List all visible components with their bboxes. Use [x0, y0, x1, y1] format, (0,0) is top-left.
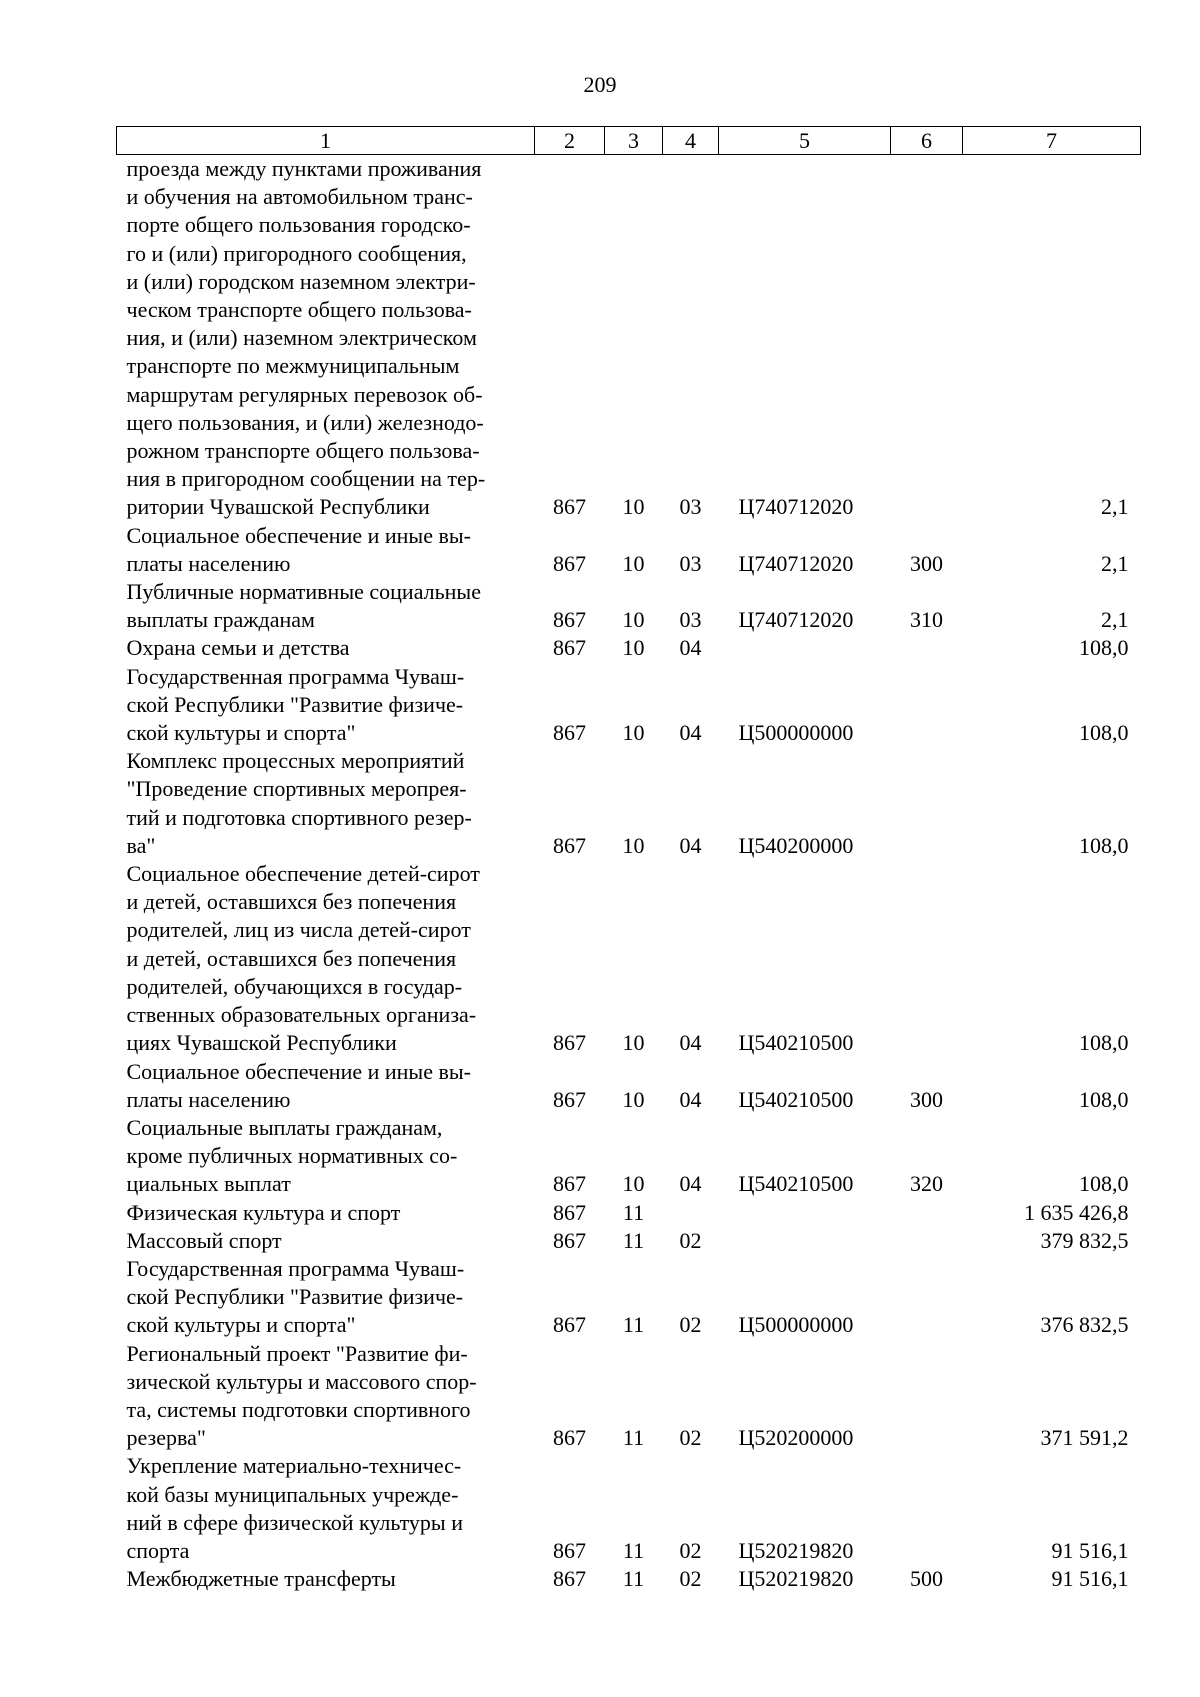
row-name: [117, 860, 535, 1057]
row-section: 11: [622, 1312, 645, 1338]
row-section: 11: [622, 1227, 645, 1253]
row-section: 10: [622, 1030, 645, 1056]
row-target-code: Ц500000000: [738, 720, 854, 746]
row-name-line: кроме публичных нормативных со-: [126, 1143, 458, 1169]
row-target-code: Ц520219820: [738, 1537, 854, 1563]
table-row: [117, 1255, 1141, 1340]
row-name-line: Государственная программа Чуваш-: [126, 1255, 465, 1281]
row-amount: 2,1: [1101, 607, 1129, 633]
row-name-line: ской культуры и спорта": [126, 720, 356, 746]
row-grbs: 867: [553, 635, 586, 661]
row-name-line: и детей, оставшихся без попечения: [126, 889, 457, 915]
row-target-code: [719, 634, 891, 662]
row-expense-type: [891, 1340, 963, 1453]
row-grbs: 867: [553, 1537, 586, 1563]
row-subsection: 03: [679, 607, 702, 633]
row-target-code: Ц500000000: [738, 1312, 854, 1338]
row-amount: 108,0: [1079, 1086, 1129, 1112]
row-expense-type: [891, 663, 963, 748]
row-name: [117, 1058, 535, 1114]
row-subsection: 04: [679, 635, 702, 661]
row-grbs: 867: [553, 832, 586, 858]
row-expense-type: 320: [910, 1171, 943, 1197]
row-amount: 108,0: [1079, 1030, 1129, 1056]
header-row: [117, 127, 1141, 155]
table-row: [117, 522, 1141, 578]
row-name-line: Физическая культура и спорт: [126, 1199, 401, 1225]
row-section: 11: [622, 1199, 645, 1225]
row-grbs: 867: [553, 720, 586, 746]
row-target-code: Ц740712020: [738, 550, 854, 576]
row-name-line: выплаты гражданам: [126, 607, 315, 633]
row-name-line: щего пользования, и (или) железнодо-: [126, 409, 484, 435]
table-row: [117, 1565, 1141, 1593]
row-expense-type: [891, 1199, 963, 1227]
row-amount: 108,0: [1079, 1171, 1129, 1197]
row-amount: 91 516,1: [1051, 1566, 1129, 1592]
row-name: [117, 1452, 535, 1565]
row-subsection: [663, 1199, 719, 1227]
row-expense-type: [891, 747, 963, 860]
row-name-line: Социальные выплаты гражданам,: [126, 1114, 443, 1140]
table-row: [117, 1340, 1141, 1453]
row-name-line: родителей, лиц из числа детей-сирот: [126, 917, 471, 943]
table-row: [117, 1452, 1141, 1565]
row-name-line: Массовый спорт: [126, 1227, 282, 1253]
row-target-code: Ц740712020: [738, 494, 854, 520]
row-target-code: Ц520200000: [738, 1425, 854, 1451]
row-section: 10: [622, 550, 645, 576]
row-expense-type: [891, 1255, 963, 1340]
table-row: [117, 1227, 1141, 1255]
row-amount: 1 635 426,8: [1024, 1199, 1129, 1225]
row-name: [117, 1255, 535, 1340]
row-grbs: 867: [553, 1199, 586, 1225]
row-target-code: Ц740712020: [738, 607, 854, 633]
row-grbs: 867: [553, 1227, 586, 1253]
table-row: [117, 155, 1141, 522]
row-name-line: маршрутам регулярных перевозок об-: [126, 381, 483, 407]
row-name-line: Укрепление материально-техничес-: [126, 1453, 462, 1479]
row-target-code: Ц540200000: [738, 832, 854, 858]
row-name-line: го и (или) пригородного сообщения,: [126, 240, 467, 266]
row-name-line: Публичные нормативные социальные: [126, 579, 481, 605]
row-amount: 108,0: [1079, 720, 1129, 746]
row-name-line: Комплекс процессных мероприятий: [126, 748, 465, 774]
row-name: [117, 578, 535, 634]
table-row: [117, 1114, 1141, 1199]
row-amount: 108,0: [1079, 832, 1129, 858]
header-col-2: 2: [535, 127, 605, 155]
row-name: [117, 1565, 535, 1593]
row-grbs: 867: [553, 1312, 586, 1338]
row-grbs: 867: [553, 550, 586, 576]
row-name-line: ской культуры и спорта": [126, 1312, 356, 1338]
row-grbs: 867: [553, 494, 586, 520]
row-subsection: 02: [679, 1566, 702, 1592]
row-name-line: транспорте по межмуниципальным: [126, 353, 460, 379]
row-subsection: 04: [679, 1086, 702, 1112]
header-col-3: 3: [605, 127, 663, 155]
row-name: [117, 634, 535, 662]
row-name-line: зической культуры и массового спор-: [126, 1368, 477, 1394]
row-target-code: Ц540210500: [738, 1086, 854, 1112]
row-name-line: циальных выплат: [126, 1171, 291, 1197]
row-expense-type: [891, 1227, 963, 1255]
row-name-line: циях Чувашской Республики: [126, 1030, 397, 1056]
row-amount: 379 832,5: [1040, 1227, 1129, 1253]
table-row: [117, 578, 1141, 634]
row-subsection: 04: [679, 720, 702, 746]
row-amount: 371 591,2: [1040, 1425, 1129, 1451]
row-name-line: Социальное обеспечение и иные вы-: [126, 522, 471, 548]
row-subsection: 03: [679, 494, 702, 520]
row-name-line: Государственная программа Чуваш-: [126, 663, 465, 689]
row-section: 11: [622, 1425, 645, 1451]
row-expense-type: [891, 860, 963, 1057]
row-name-line: ний в сфере физической культуры и: [126, 1509, 463, 1535]
row-name-line: резерва": [126, 1425, 206, 1451]
row-expense-type: [891, 1452, 963, 1565]
table-row: [117, 634, 1141, 662]
row-name-line: Социальное обеспечение детей-сирот: [126, 861, 480, 887]
table-row: [117, 1199, 1141, 1227]
row-name-line: родителей, обучающихся в государ-: [126, 973, 463, 999]
row-name-line: ния в пригородном сообщении на тер-: [126, 466, 486, 492]
row-name-line: ритории Чувашской Республики: [126, 494, 430, 520]
row-name-line: ческом транспорте общего пользова-: [126, 297, 472, 323]
row-section: 10: [622, 494, 645, 520]
row-section: 10: [622, 720, 645, 746]
row-name: [117, 522, 535, 578]
row-subsection: 02: [679, 1537, 702, 1563]
row-section: 10: [622, 1171, 645, 1197]
row-name-line: "Проведение спортивных меропрея-: [126, 776, 467, 802]
row-name: [117, 663, 535, 748]
row-grbs: 867: [553, 1566, 586, 1592]
row-amount: 108,0: [1079, 635, 1129, 661]
row-name: [117, 155, 535, 522]
row-target-code: [719, 1199, 891, 1227]
row-grbs: 867: [553, 607, 586, 633]
row-subsection: 02: [679, 1227, 702, 1253]
table-row: [117, 1058, 1141, 1114]
row-expense-type: 300: [910, 1086, 943, 1112]
row-name-line: кой базы муниципальных учрежде-: [126, 1481, 459, 1507]
row-amount: 2,1: [1101, 494, 1129, 520]
row-amount: 91 516,1: [1051, 1537, 1129, 1563]
header-col-5: 5: [719, 127, 891, 155]
table-row: [117, 860, 1141, 1057]
row-section: 11: [622, 1537, 645, 1563]
row-name: [117, 1227, 535, 1255]
row-grbs: 867: [553, 1030, 586, 1056]
row-name-line: платы населению: [126, 550, 291, 576]
row-subsection: 04: [679, 1030, 702, 1056]
header-col-6: 6: [891, 127, 963, 155]
row-name-line: и обучения на автомобильном транс-: [126, 184, 473, 210]
table-row: [117, 747, 1141, 860]
row-target-code: [719, 1227, 891, 1255]
row-name-line: ской Республики "Развитие физиче-: [126, 691, 464, 717]
row-name-line: ния, и (или) наземном электрическом: [126, 325, 477, 351]
row-name-line: проезда между пунктами проживания: [126, 156, 482, 181]
row-name-line: Социальное обеспечение и иные вы-: [126, 1058, 471, 1084]
row-target-code: Ц540210500: [738, 1030, 854, 1056]
row-amount: 2,1: [1101, 550, 1129, 576]
row-target-code: Ц520219820: [738, 1566, 854, 1592]
row-name: [117, 1340, 535, 1453]
row-subsection: 04: [679, 832, 702, 858]
row-grbs: 867: [553, 1425, 586, 1451]
row-name: [117, 747, 535, 860]
row-section: 10: [622, 1086, 645, 1112]
row-section: 10: [622, 635, 645, 661]
row-name-line: Региональный проект "Развитие фи-: [126, 1340, 468, 1366]
row-section: 10: [622, 832, 645, 858]
row-subsection: 04: [679, 1171, 702, 1197]
row-name-line: платы населению: [126, 1086, 291, 1112]
row-name-line: ва": [126, 832, 156, 858]
row-name-line: ственных образовательных организа-: [126, 1002, 477, 1028]
row-subsection: 02: [679, 1312, 702, 1338]
row-name-line: порте общего пользования городско-: [126, 212, 471, 238]
row-subsection: 03: [679, 550, 702, 576]
row-expense-type: [891, 634, 963, 662]
row-expense-type: [891, 155, 963, 522]
row-name-line: та, системы подготовки спортивного: [126, 1396, 471, 1422]
row-subsection: 02: [679, 1425, 702, 1451]
row-expense-type: 300: [910, 550, 943, 576]
page-number: 209: [583, 72, 617, 97]
row-name-line: и (или) городском наземном электри-: [126, 268, 476, 294]
row-name-line: рожном транспорте общего пользова-: [126, 438, 480, 464]
header-col-4: 4: [663, 127, 719, 155]
header-col-7: 7: [963, 127, 1141, 155]
row-name-line: спорта: [126, 1537, 190, 1563]
row-name: [117, 1114, 535, 1199]
row-name-line: и детей, оставшихся без попечения: [126, 945, 457, 971]
header-col-1: 1: [117, 127, 535, 155]
row-name-line: Охрана семьи и детства: [126, 635, 350, 661]
table-row: [117, 663, 1141, 748]
row-target-code: Ц540210500: [738, 1171, 854, 1197]
budget-table: [116, 126, 1141, 1593]
row-expense-type: 500: [910, 1566, 943, 1592]
row-name-line: Межбюджетные трансферты: [126, 1566, 396, 1592]
row-amount: 376 832,5: [1040, 1312, 1129, 1338]
row-expense-type: 310: [910, 607, 943, 633]
row-grbs: 867: [553, 1171, 586, 1197]
row-section: 11: [622, 1566, 645, 1592]
row-name: [117, 1199, 535, 1227]
row-name-line: тий и подготовка спортивного резер-: [126, 804, 472, 830]
row-name-line: ской Республики "Развитие физиче-: [126, 1284, 464, 1310]
row-section: 10: [622, 607, 645, 633]
row-grbs: 867: [553, 1086, 586, 1112]
